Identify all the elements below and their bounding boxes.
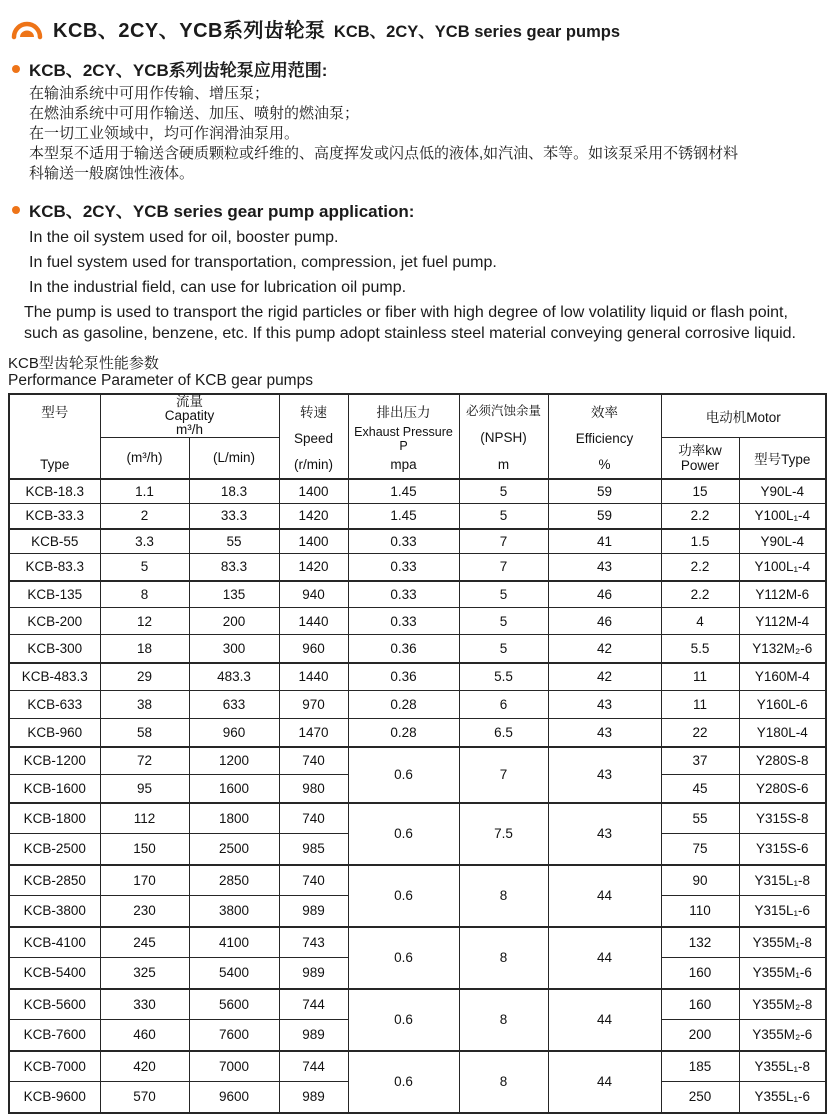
cell-capacity-m3h: 460 [100, 1020, 189, 1051]
cell-motor-type: Y355M₂-8 [739, 989, 826, 1020]
header-pressure-en: Exhaust Pressure P [354, 424, 453, 453]
cell-pressure: 0.33 [348, 554, 459, 581]
header-pressure-unit: mpa [390, 456, 417, 472]
cell-capacity-lmin: 3800 [189, 896, 279, 927]
section-heading-zh-text: KCB、2CY、YCB系列齿轮泵应用范围: [29, 61, 328, 80]
cell-type: KCB-55 [9, 529, 100, 554]
cell-power: 5.5 [661, 635, 739, 663]
cell-capacity-m3h: 170 [100, 865, 189, 896]
section-heading-en-text: KCB、2CY、YCB series gear pump application: [29, 202, 415, 221]
page-title-row [10, 14, 825, 43]
cell-efficiency: 46 [548, 608, 661, 635]
cell-type: KCB-7600 [9, 1020, 100, 1051]
cell-npsh: 5.5 [459, 663, 548, 691]
cell-pressure: 0.6 [348, 1051, 459, 1113]
cell-capacity-m3h: 72 [100, 747, 189, 775]
cell-motor-type: Y100L₁-4 [739, 504, 826, 529]
cell-capacity-m3h: 1.1 [100, 479, 189, 504]
table-row [9, 927, 826, 958]
cell-power: 90 [661, 865, 739, 896]
cell-type: KCB-633 [9, 691, 100, 719]
cell-pressure: 0.6 [348, 989, 459, 1051]
cell-power: 4 [661, 608, 739, 635]
cell-pressure: 0.33 [348, 581, 459, 608]
cell-pressure: 0.33 [348, 608, 459, 635]
table-row [9, 554, 826, 581]
cell-type: KCB-300 [9, 635, 100, 663]
cell-motor-type: Y112M-4 [739, 608, 826, 635]
cell-pressure: 0.6 [348, 747, 459, 803]
cell-speed: 1420 [279, 554, 348, 581]
cell-efficiency: 44 [548, 989, 661, 1051]
cell-type: KCB-33.3 [9, 504, 100, 529]
cell-power: 160 [661, 989, 739, 1020]
cell-speed: 1470 [279, 719, 348, 747]
cell-power: 1.5 [661, 529, 739, 554]
cell-npsh: 7 [459, 529, 548, 554]
cell-capacity-m3h: 245 [100, 927, 189, 958]
performance-table-body [9, 479, 826, 1113]
table-row [9, 479, 826, 504]
cell-type: KCB-483.3 [9, 663, 100, 691]
cell-efficiency: 42 [548, 663, 661, 691]
cell-capacity-m3h: 420 [100, 1051, 189, 1082]
header-speed-zh: 转速 [300, 404, 327, 420]
page-title-en: KCB、2CY、YCB series gear pumps [333, 23, 621, 41]
section-heading-en [12, 197, 825, 222]
cell-power: 132 [661, 927, 739, 958]
en-line: In fuel system used for transportation, compression, jet fuel pump. [29, 254, 497, 271]
cell-motor-type: Y355M₁-8 [739, 927, 826, 958]
cell-motor-type: Y90L-4 [739, 529, 826, 554]
cell-type: KCB-9600 [9, 1082, 100, 1113]
cell-speed: 985 [279, 834, 348, 865]
cell-capacity-lmin: 83.3 [189, 554, 279, 581]
cell-power: 2.2 [661, 554, 739, 581]
table-row [9, 747, 826, 775]
header-power-en: Power [680, 457, 720, 473]
table-row [9, 529, 826, 554]
header-pressure-zh: 排出压力 [376, 404, 431, 420]
cell-speed: 1420 [279, 504, 348, 529]
cell-speed: 743 [279, 927, 348, 958]
cell-capacity-lmin: 483.3 [189, 663, 279, 691]
header-capacity-zh: 流量 [176, 394, 203, 409]
cell-speed: 740 [279, 747, 348, 775]
cell-capacity-m3h: 2 [100, 504, 189, 529]
header-type [9, 394, 100, 479]
cell-efficiency: 43 [548, 747, 661, 803]
cell-capacity-lmin: 7000 [189, 1051, 279, 1082]
cell-capacity-m3h: 95 [100, 775, 189, 803]
cell-power: 55 [661, 803, 739, 834]
cell-capacity-lmin: 633 [189, 691, 279, 719]
cell-capacity-lmin: 4100 [189, 927, 279, 958]
cell-capacity-lmin: 135 [189, 581, 279, 608]
cell-speed: 1440 [279, 663, 348, 691]
header-efficiency [548, 394, 661, 479]
cell-type: KCB-1800 [9, 803, 100, 834]
cell-efficiency: 44 [548, 1051, 661, 1113]
table-row [9, 1051, 826, 1082]
cell-type: KCB-960 [9, 719, 100, 747]
cell-efficiency: 42 [548, 635, 661, 663]
header-speed-unit: (r/min) [294, 456, 333, 472]
cell-efficiency: 59 [548, 504, 661, 529]
page-title-zh: KCB、2CY、YCB系列齿轮泵 [53, 20, 326, 42]
cell-type: KCB-1600 [9, 775, 100, 803]
cell-speed: 989 [279, 896, 348, 927]
cell-npsh: 6 [459, 691, 548, 719]
cell-npsh: 8 [459, 989, 548, 1051]
cell-speed: 989 [279, 1082, 348, 1113]
cell-efficiency: 43 [548, 719, 661, 747]
cell-motor-type: Y315S-8 [739, 803, 826, 834]
cell-motor-type: Y355M₂-6 [739, 1020, 826, 1051]
rainbow-arc-icon [10, 17, 44, 41]
cell-efficiency: 43 [548, 554, 661, 581]
cell-npsh: 7 [459, 554, 548, 581]
cell-speed: 744 [279, 1051, 348, 1082]
table-row [9, 635, 826, 663]
header-capacity-m3h: (m³/h) [100, 438, 189, 479]
cell-type: KCB-5600 [9, 989, 100, 1020]
cell-pressure: 0.33 [348, 529, 459, 554]
cell-capacity-lmin: 300 [189, 635, 279, 663]
header-npsh-unit: m [497, 456, 510, 472]
cell-efficiency: 59 [548, 479, 661, 504]
zh-line: 本型泵不适用于输送含硬质颗粒或纤维的、高度挥发或闪点低的液体,如汽油、苯等。如该泵采用不锈钢材料科输送一般腐蚀性液体。 [29, 145, 739, 182]
cell-speed: 970 [279, 691, 348, 719]
cell-speed: 1440 [279, 608, 348, 635]
cell-power: 37 [661, 747, 739, 775]
cell-npsh: 5 [459, 635, 548, 663]
cell-motor-type: Y160M-4 [739, 663, 826, 691]
cell-pressure: 0.28 [348, 719, 459, 747]
cell-capacity-lmin: 1800 [189, 803, 279, 834]
cell-capacity-lmin: 5400 [189, 958, 279, 989]
cell-power: 185 [661, 1051, 739, 1082]
table-row [9, 691, 826, 719]
table-header [9, 394, 826, 479]
application-paragraph-en: The pump is used to transport the rigid particles or fiber with high degree of low volatility liquid or flash point, such as gasoline, benzene, etc. If this pump adopt stainless steel material conveying general corrosive liquid. [24, 304, 796, 342]
cell-power: 11 [661, 663, 739, 691]
cell-capacity-lmin: 7600 [189, 1020, 279, 1051]
cell-motor-type: Y160L-6 [739, 691, 826, 719]
cell-capacity-lmin: 2850 [189, 865, 279, 896]
cell-motor-type: Y315L₁-6 [739, 896, 826, 927]
zh-line: 在输油系统中可用作传输、增压泵； [29, 85, 270, 102]
cell-power: 22 [661, 719, 739, 747]
cell-npsh: 8 [459, 865, 548, 927]
header-efficiency-en: Efficiency [575, 431, 634, 447]
cell-efficiency: 46 [548, 581, 661, 608]
cell-speed: 989 [279, 958, 348, 989]
cell-capacity-m3h: 29 [100, 663, 189, 691]
header-npsh-en: (NPSH) [480, 430, 527, 446]
cell-motor-type: Y355M₁-6 [739, 958, 826, 989]
table-row [9, 663, 826, 691]
cell-npsh: 6.5 [459, 719, 548, 747]
header-efficiency-unit: % [598, 456, 611, 472]
header-type-zh: 型号 [41, 404, 69, 420]
cell-capacity-m3h: 38 [100, 691, 189, 719]
cell-power: 15 [661, 479, 739, 504]
header-capacity-lmin: (L/min) [189, 438, 279, 479]
cell-motor-type: Y315L₁-8 [739, 865, 826, 896]
application-lines-en [29, 225, 825, 300]
cell-pressure: 0.6 [348, 927, 459, 989]
cell-type: KCB-5400 [9, 958, 100, 989]
cell-efficiency: 44 [548, 927, 661, 989]
cell-capacity-m3h: 3.3 [100, 529, 189, 554]
cell-speed: 940 [279, 581, 348, 608]
header-npsh [459, 394, 548, 479]
cell-power: 200 [661, 1020, 739, 1051]
cell-motor-type: Y315S-6 [739, 834, 826, 865]
cell-speed: 1400 [279, 529, 348, 554]
cell-capacity-lmin: 200 [189, 608, 279, 635]
cell-motor-type: Y132M₂-6 [739, 635, 826, 663]
cell-pressure: 0.36 [348, 635, 459, 663]
cell-power: 75 [661, 834, 739, 865]
cell-npsh: 5 [459, 608, 548, 635]
zh-line: 在一切工业领域中，均可作润滑油泵用。 [29, 125, 300, 142]
header-motor: 电动机Motor [661, 394, 826, 438]
zh-line: 在燃油系统中可用作输送、加压、喷射的燃油泵； [29, 105, 360, 122]
cell-capacity-m3h: 150 [100, 834, 189, 865]
header-speed [279, 394, 348, 479]
cell-capacity-m3h: 8 [100, 581, 189, 608]
table-row [9, 581, 826, 608]
cell-speed: 744 [279, 989, 348, 1020]
cell-capacity-lmin: 33.3 [189, 504, 279, 529]
table-row [9, 989, 826, 1020]
cell-type: KCB-1200 [9, 747, 100, 775]
header-pressure [348, 394, 459, 479]
cell-npsh: 8 [459, 1051, 548, 1113]
cell-pressure: 0.6 [348, 803, 459, 865]
cell-capacity-lmin: 960 [189, 719, 279, 747]
header-efficiency-zh: 效率 [591, 404, 618, 420]
cell-npsh: 5 [459, 479, 548, 504]
bullet-icon [12, 65, 20, 73]
cell-capacity-m3h: 12 [100, 608, 189, 635]
cell-speed: 740 [279, 803, 348, 834]
cell-power: 160 [661, 958, 739, 989]
cell-capacity-lmin: 9600 [189, 1082, 279, 1113]
application-lines-zh [29, 84, 753, 184]
cell-capacity-lmin: 2500 [189, 834, 279, 865]
cell-type: KCB-83.3 [9, 554, 100, 581]
cell-power: 11 [661, 691, 739, 719]
cell-npsh: 8 [459, 927, 548, 989]
cell-efficiency: 43 [548, 691, 661, 719]
cell-efficiency: 41 [548, 529, 661, 554]
cell-type: KCB-4100 [9, 927, 100, 958]
cell-pressure: 1.45 [348, 504, 459, 529]
header-npsh-zh: 必须汽蚀余量 [465, 403, 541, 418]
cell-npsh: 7 [459, 747, 548, 803]
table-row [9, 608, 826, 635]
table-row [9, 865, 826, 896]
cell-capacity-m3h: 112 [100, 803, 189, 834]
cell-power: 2.2 [661, 504, 739, 529]
cell-capacity-lmin: 55 [189, 529, 279, 554]
bullet-icon [12, 206, 20, 214]
cell-type: KCB-135 [9, 581, 100, 608]
cell-type: KCB-200 [9, 608, 100, 635]
performance-table [8, 393, 827, 1114]
table-title-zh: KCB型齿轮泵性能参数 [8, 355, 159, 372]
header-power-zh: 功率kw [678, 442, 722, 458]
cell-capacity-lmin: 1200 [189, 747, 279, 775]
page-title [53, 14, 620, 43]
cell-motor-type: Y180L-4 [739, 719, 826, 747]
cell-capacity-m3h: 570 [100, 1082, 189, 1113]
cell-type: KCB-7000 [9, 1051, 100, 1082]
cell-power: 110 [661, 896, 739, 927]
cell-power: 2.2 [661, 581, 739, 608]
cell-capacity-lmin: 1600 [189, 775, 279, 803]
cell-capacity-m3h: 330 [100, 989, 189, 1020]
cell-capacity-m3h: 58 [100, 719, 189, 747]
cell-type: KCB-2500 [9, 834, 100, 865]
header-type-en: Type [40, 456, 70, 472]
cell-speed: 1400 [279, 479, 348, 504]
header-motor-type: 型号Type [739, 438, 826, 479]
cell-motor-type: Y100L₁-4 [739, 554, 826, 581]
table-row [9, 504, 826, 529]
cell-type: KCB-3800 [9, 896, 100, 927]
table-title [8, 355, 825, 390]
cell-speed: 960 [279, 635, 348, 663]
cell-npsh: 5 [459, 504, 548, 529]
header-capacity [100, 394, 279, 438]
cell-motor-type: Y90L-4 [739, 479, 826, 504]
header-speed-en: Speed [293, 431, 334, 447]
cell-power: 45 [661, 775, 739, 803]
en-line: In the oil system used for oil, booster pump. [29, 229, 339, 246]
header-capacity-unit: m³/h [176, 422, 203, 437]
cell-npsh: 7.5 [459, 803, 548, 865]
cell-pressure: 0.6 [348, 865, 459, 927]
en-line: In the industrial field, can use for lubrication oil pump. [29, 279, 407, 296]
cell-speed: 980 [279, 775, 348, 803]
header-motor-power [661, 438, 739, 479]
cell-efficiency: 44 [548, 865, 661, 927]
table-title-en: Performance Parameter of KCB gear pumps [8, 372, 313, 389]
header-capacity-en: Capatity [164, 408, 215, 423]
cell-motor-type: Y280S-6 [739, 775, 826, 803]
cell-speed: 989 [279, 1020, 348, 1051]
cell-pressure: 0.28 [348, 691, 459, 719]
cell-speed: 740 [279, 865, 348, 896]
cell-type: KCB-18.3 [9, 479, 100, 504]
cell-npsh: 5 [459, 581, 548, 608]
cell-capacity-m3h: 230 [100, 896, 189, 927]
cell-capacity-m3h: 18 [100, 635, 189, 663]
cell-motor-type: Y355L₁-8 [739, 1051, 826, 1082]
cell-motor-type: Y355L₁-6 [739, 1082, 826, 1113]
cell-capacity-lmin: 5600 [189, 989, 279, 1020]
cell-efficiency: 43 [548, 803, 661, 865]
cell-type: KCB-2850 [9, 865, 100, 896]
cell-pressure: 1.45 [348, 479, 459, 504]
cell-capacity-m3h: 5 [100, 554, 189, 581]
cell-power: 250 [661, 1082, 739, 1113]
cell-motor-type: Y280S-8 [739, 747, 826, 775]
table-row [9, 719, 826, 747]
cell-pressure: 0.36 [348, 663, 459, 691]
cell-capacity-m3h: 325 [100, 958, 189, 989]
cell-motor-type: Y112M-6 [739, 581, 826, 608]
section-heading-zh [12, 56, 825, 81]
cell-capacity-lmin: 18.3 [189, 479, 279, 504]
table-row [9, 803, 826, 834]
